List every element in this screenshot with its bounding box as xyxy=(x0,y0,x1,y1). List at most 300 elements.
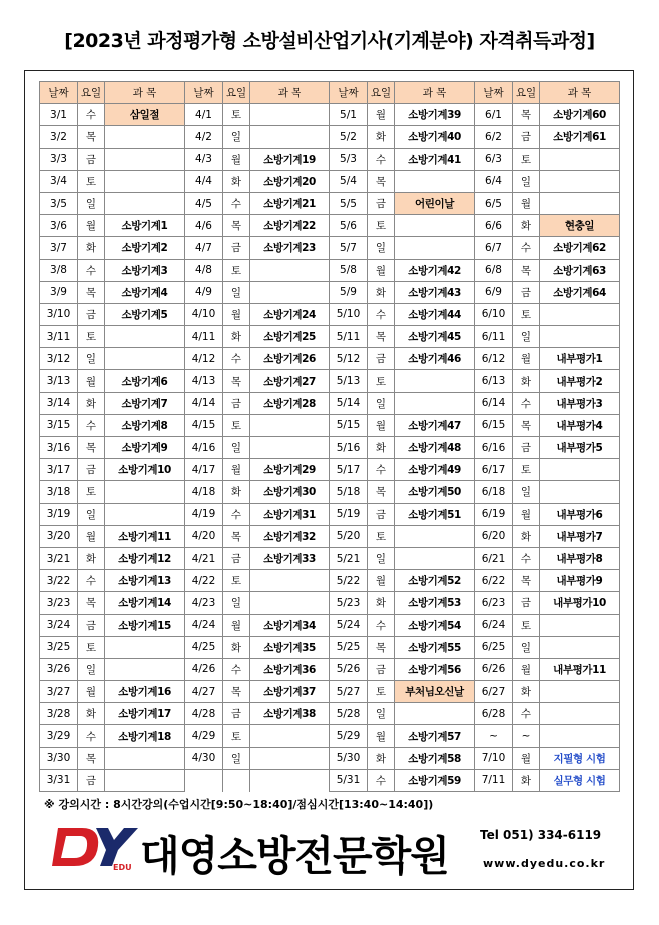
day-cell: 목 xyxy=(78,126,105,148)
date-cell: 6/8 xyxy=(475,259,513,281)
table-row xyxy=(40,104,620,126)
day-cell: 수 xyxy=(223,192,250,214)
subject-cell: 소방기계54 xyxy=(395,614,475,636)
date-cell: 5/10 xyxy=(330,303,368,325)
day-cell: 금 xyxy=(513,126,540,148)
day-cell: 일 xyxy=(513,170,540,192)
date-cell: 4/11 xyxy=(185,326,223,348)
day-cell: 화 xyxy=(368,126,395,148)
table-row xyxy=(40,547,620,569)
day-cell: 토 xyxy=(78,326,105,348)
table-row xyxy=(40,303,620,325)
subject-cell: 소방기계5 xyxy=(105,303,185,325)
date-cell: 4/28 xyxy=(185,703,223,725)
table-row xyxy=(40,747,620,769)
header-date: 날짜 xyxy=(330,82,368,104)
day-cell: 토 xyxy=(223,725,250,747)
day-cell: 월 xyxy=(223,148,250,170)
header-subject: 과 목 xyxy=(540,82,620,104)
subject-cell xyxy=(250,725,330,747)
day-cell: 금 xyxy=(368,503,395,525)
subject-cell xyxy=(540,725,620,747)
date-cell: 6/23 xyxy=(475,592,513,614)
day-cell: 일 xyxy=(223,437,250,459)
date-cell: 6/9 xyxy=(475,281,513,303)
day-cell: 목 xyxy=(78,592,105,614)
subject-cell: 소방기계10 xyxy=(105,459,185,481)
day-cell: 월 xyxy=(368,104,395,126)
subject-cell: 소방기계58 xyxy=(395,747,475,769)
day-cell: 목 xyxy=(368,326,395,348)
date-cell: 6/13 xyxy=(475,370,513,392)
phone-number: Tel 051) 334-6119 xyxy=(480,828,602,842)
subject-cell xyxy=(250,414,330,436)
subject-cell: 소방기계7 xyxy=(105,392,185,414)
day-cell: 토 xyxy=(223,104,250,126)
subject-cell xyxy=(250,104,330,126)
subject-cell xyxy=(540,481,620,503)
subject-cell xyxy=(105,503,185,525)
subject-cell: 내부평가3 xyxy=(540,392,620,414)
subject-cell: 내부평가11 xyxy=(540,658,620,680)
subject-cell xyxy=(250,259,330,281)
day-cell: 일 xyxy=(368,237,395,259)
subject-cell: 소방기계8 xyxy=(105,414,185,436)
subject-cell: 소방기계30 xyxy=(250,481,330,503)
date-cell: 6/12 xyxy=(475,348,513,370)
date-cell: 6/28 xyxy=(475,703,513,725)
table-row xyxy=(40,281,620,303)
header-day: 요일 xyxy=(78,82,105,104)
day-cell: 금 xyxy=(223,547,250,569)
day-cell: 화 xyxy=(513,769,540,791)
table-row xyxy=(40,459,620,481)
date-cell: 5/25 xyxy=(330,636,368,658)
day-cell: 월 xyxy=(78,215,105,237)
date-cell: 4/6 xyxy=(185,215,223,237)
date-cell: 3/15 xyxy=(40,414,78,436)
date-cell: 7/10 xyxy=(475,747,513,769)
subject-cell: 소방기계46 xyxy=(395,348,475,370)
subject-cell xyxy=(250,747,330,769)
day-cell: 목 xyxy=(223,370,250,392)
day-cell: 월 xyxy=(223,459,250,481)
date-cell: 5/4 xyxy=(330,170,368,192)
subject-cell: 어린이날 xyxy=(395,192,475,214)
day-cell: 수 xyxy=(513,392,540,414)
day-cell: 금 xyxy=(78,459,105,481)
subject-cell: 소방기계12 xyxy=(105,547,185,569)
day-cell: 목 xyxy=(513,414,540,436)
subject-cell xyxy=(105,658,185,680)
day-cell: 수 xyxy=(78,414,105,436)
day-cell: 수 xyxy=(223,503,250,525)
subject-cell: 소방기계44 xyxy=(395,303,475,325)
date-cell: 3/5 xyxy=(40,192,78,214)
date-cell: 5/18 xyxy=(330,481,368,503)
day-cell: 목 xyxy=(223,681,250,703)
date-cell: 4/21 xyxy=(185,547,223,569)
subject-cell xyxy=(105,170,185,192)
date-cell: 5/6 xyxy=(330,215,368,237)
date-cell: 6/14 xyxy=(475,392,513,414)
table-row xyxy=(40,681,620,703)
subject-cell: 소방기계64 xyxy=(540,281,620,303)
date-cell: 3/17 xyxy=(40,459,78,481)
date-cell: 5/26 xyxy=(330,658,368,680)
date-cell: 5/27 xyxy=(330,681,368,703)
day-cell: 일 xyxy=(78,192,105,214)
date-cell: 5/1 xyxy=(330,104,368,126)
subject-cell: 소방기계3 xyxy=(105,259,185,281)
table-row xyxy=(40,392,620,414)
subject-cell: 소방기계51 xyxy=(395,503,475,525)
date-cell: 3/22 xyxy=(40,570,78,592)
table-row xyxy=(40,170,620,192)
subject-cell xyxy=(395,392,475,414)
subject-cell xyxy=(395,547,475,569)
day-cell: 일 xyxy=(78,348,105,370)
day-cell: 화 xyxy=(368,747,395,769)
subject-cell: 소방기계62 xyxy=(540,237,620,259)
subject-cell: 소방기계39 xyxy=(395,104,475,126)
date-cell: 6/10 xyxy=(475,303,513,325)
date-cell: 5/20 xyxy=(330,525,368,547)
subject-cell: 삼일절 xyxy=(105,104,185,126)
day-cell: ~ xyxy=(513,725,540,747)
day-cell: 일 xyxy=(368,547,395,569)
date-cell: 6/20 xyxy=(475,525,513,547)
table-row xyxy=(40,703,620,725)
date-cell: 3/23 xyxy=(40,592,78,614)
table-row xyxy=(40,215,620,237)
day-cell: 화 xyxy=(368,437,395,459)
day-cell: 화 xyxy=(223,636,250,658)
day-cell: 금 xyxy=(223,237,250,259)
day-cell: 목 xyxy=(368,481,395,503)
day-cell: 수 xyxy=(513,703,540,725)
date-cell: 5/5 xyxy=(330,192,368,214)
date-cell: 5/16 xyxy=(330,437,368,459)
subject-cell: 지필형 시험 xyxy=(540,747,620,769)
day-cell: 목 xyxy=(513,259,540,281)
date-cell: 4/22 xyxy=(185,570,223,592)
date-cell: 4/18 xyxy=(185,481,223,503)
subject-cell xyxy=(105,481,185,503)
empty-cell xyxy=(250,769,330,791)
date-cell: 4/2 xyxy=(185,126,223,148)
day-cell: 월 xyxy=(513,747,540,769)
date-cell: 4/23 xyxy=(185,592,223,614)
subject-cell: 소방기계52 xyxy=(395,570,475,592)
day-cell: 일 xyxy=(513,636,540,658)
day-cell: 일 xyxy=(78,503,105,525)
subject-cell: 소방기계35 xyxy=(250,636,330,658)
page-title: [2023년 과정평가형 소방설비산업기사(기계분야) 자격취득과정] xyxy=(64,30,595,52)
subject-cell xyxy=(540,459,620,481)
date-cell: 4/14 xyxy=(185,392,223,414)
day-cell: 수 xyxy=(368,148,395,170)
header-day: 요일 xyxy=(368,82,395,104)
date-cell: 3/2 xyxy=(40,126,78,148)
date-cell: 7/11 xyxy=(475,769,513,791)
subject-cell: 소방기계11 xyxy=(105,525,185,547)
day-cell: 금 xyxy=(513,437,540,459)
day-cell: 토 xyxy=(368,370,395,392)
day-cell: 토 xyxy=(368,215,395,237)
date-cell: 3/30 xyxy=(40,747,78,769)
subject-cell: 소방기계37 xyxy=(250,681,330,703)
subject-cell xyxy=(105,192,185,214)
date-cell: 4/4 xyxy=(185,170,223,192)
date-cell: 3/9 xyxy=(40,281,78,303)
day-cell: 수 xyxy=(368,459,395,481)
subject-cell: 소방기계4 xyxy=(105,281,185,303)
date-cell: 4/16 xyxy=(185,437,223,459)
subject-cell: 소방기계36 xyxy=(250,658,330,680)
date-cell: 6/1 xyxy=(475,104,513,126)
header-date: 날짜 xyxy=(185,82,223,104)
subject-cell: 소방기계16 xyxy=(105,681,185,703)
day-cell: 수 xyxy=(368,614,395,636)
date-cell: 5/13 xyxy=(330,370,368,392)
date-cell: 5/24 xyxy=(330,614,368,636)
header-subject: 과 목 xyxy=(395,82,475,104)
date-cell: 6/22 xyxy=(475,570,513,592)
day-cell: 수 xyxy=(513,237,540,259)
date-cell: 4/24 xyxy=(185,614,223,636)
date-cell: 5/9 xyxy=(330,281,368,303)
day-cell: 월 xyxy=(513,348,540,370)
subject-cell: 소방기계48 xyxy=(395,437,475,459)
date-cell: 4/15 xyxy=(185,414,223,436)
date-cell: 3/29 xyxy=(40,725,78,747)
subject-cell xyxy=(105,747,185,769)
day-cell: 목 xyxy=(368,636,395,658)
date-cell: 3/13 xyxy=(40,370,78,392)
date-cell: 5/22 xyxy=(330,570,368,592)
academy-name: 대영소방전문학원 xyxy=(140,832,449,880)
date-cell: 4/13 xyxy=(185,370,223,392)
date-cell: 6/27 xyxy=(475,681,513,703)
date-cell: 5/7 xyxy=(330,237,368,259)
day-cell: 화 xyxy=(223,170,250,192)
subject-cell: 소방기계21 xyxy=(250,192,330,214)
subject-cell xyxy=(395,237,475,259)
table-row xyxy=(40,769,620,791)
subject-cell: 소방기계38 xyxy=(250,703,330,725)
subject-cell xyxy=(395,170,475,192)
date-cell: 5/21 xyxy=(330,547,368,569)
date-cell: 3/18 xyxy=(40,481,78,503)
header-date: 날짜 xyxy=(40,82,78,104)
day-cell: 금 xyxy=(368,658,395,680)
date-cell: 4/27 xyxy=(185,681,223,703)
subject-cell xyxy=(540,681,620,703)
date-cell: 6/11 xyxy=(475,326,513,348)
lecture-time-note: ※ 강의시간 : 8시간강의(수업시간[9:50~18:40]/점심시간[13:40~14:40]) xyxy=(44,798,434,811)
table-row xyxy=(40,126,620,148)
date-cell: 6/3 xyxy=(475,148,513,170)
day-cell: 일 xyxy=(223,126,250,148)
logo-edu-text: EDU xyxy=(113,863,132,872)
date-cell: 4/20 xyxy=(185,525,223,547)
date-cell: 4/5 xyxy=(185,192,223,214)
subject-cell: 소방기계2 xyxy=(105,237,185,259)
subject-cell: 내부평가2 xyxy=(540,370,620,392)
day-cell: 수 xyxy=(223,658,250,680)
subject-cell xyxy=(105,326,185,348)
subject-cell xyxy=(105,769,185,791)
date-cell: 4/17 xyxy=(185,459,223,481)
day-cell: 일 xyxy=(78,658,105,680)
day-cell: 월 xyxy=(368,259,395,281)
table-row xyxy=(40,503,620,525)
subject-cell: 현충일 xyxy=(540,215,620,237)
date-cell: 3/7 xyxy=(40,237,78,259)
day-cell: 일 xyxy=(223,281,250,303)
subject-cell: 소방기계60 xyxy=(540,104,620,126)
date-cell: 6/16 xyxy=(475,437,513,459)
day-cell: 수 xyxy=(78,104,105,126)
subject-cell: 소방기계47 xyxy=(395,414,475,436)
date-cell: 5/11 xyxy=(330,326,368,348)
subject-cell: 소방기계43 xyxy=(395,281,475,303)
date-cell: 3/20 xyxy=(40,525,78,547)
table-row xyxy=(40,370,620,392)
date-cell: 3/31 xyxy=(40,769,78,791)
subject-cell: 소방기계6 xyxy=(105,370,185,392)
day-cell: 월 xyxy=(513,192,540,214)
day-cell: 일 xyxy=(223,592,250,614)
day-cell: 금 xyxy=(368,348,395,370)
day-cell: 화 xyxy=(78,547,105,569)
day-cell: 수 xyxy=(78,725,105,747)
header-date: 날짜 xyxy=(475,82,513,104)
day-cell: 화 xyxy=(223,481,250,503)
table-row xyxy=(40,481,620,503)
day-cell: 금 xyxy=(368,192,395,214)
date-cell: 5/19 xyxy=(330,503,368,525)
day-cell: 목 xyxy=(223,215,250,237)
subject-cell: 내부평가5 xyxy=(540,437,620,459)
date-cell: 4/26 xyxy=(185,658,223,680)
date-cell: 3/19 xyxy=(40,503,78,525)
date-cell: 5/31 xyxy=(330,769,368,791)
date-cell: 3/11 xyxy=(40,326,78,348)
day-cell: 금 xyxy=(223,392,250,414)
day-cell: 화 xyxy=(78,392,105,414)
day-cell: 수 xyxy=(223,348,250,370)
table-row xyxy=(40,348,620,370)
subject-cell: 소방기계63 xyxy=(540,259,620,281)
day-cell: 화 xyxy=(368,281,395,303)
table-row xyxy=(40,148,620,170)
date-cell: 4/30 xyxy=(185,747,223,769)
table-row xyxy=(40,237,620,259)
date-cell: 6/2 xyxy=(475,126,513,148)
day-cell: 수 xyxy=(78,259,105,281)
table-row xyxy=(40,636,620,658)
day-cell: 월 xyxy=(368,725,395,747)
subject-cell xyxy=(250,281,330,303)
subject-cell: 소방기계45 xyxy=(395,326,475,348)
subject-cell: 소방기계57 xyxy=(395,725,475,747)
day-cell: 토 xyxy=(223,570,250,592)
subject-cell xyxy=(540,326,620,348)
date-cell: 5/28 xyxy=(330,703,368,725)
day-cell: 수 xyxy=(368,303,395,325)
subject-cell: 소방기계1 xyxy=(105,215,185,237)
subject-cell: 소방기계13 xyxy=(105,570,185,592)
day-cell: 토 xyxy=(368,681,395,703)
date-cell: 3/27 xyxy=(40,681,78,703)
day-cell: 월 xyxy=(223,614,250,636)
date-cell: 3/3 xyxy=(40,148,78,170)
subject-cell: 내부평가10 xyxy=(540,592,620,614)
website-link[interactable]: www.dyedu.co.kr xyxy=(483,857,606,870)
date-cell: 6/7 xyxy=(475,237,513,259)
table-row xyxy=(40,570,620,592)
subject-cell: 소방기계49 xyxy=(395,459,475,481)
day-cell: 금 xyxy=(223,703,250,725)
date-cell: 6/24 xyxy=(475,614,513,636)
day-cell: 일 xyxy=(513,481,540,503)
subject-cell: 소방기계34 xyxy=(250,614,330,636)
subject-cell: 소방기계61 xyxy=(540,126,620,148)
day-cell: 월 xyxy=(223,303,250,325)
table-row xyxy=(40,614,620,636)
date-cell: 3/8 xyxy=(40,259,78,281)
day-cell: 수 xyxy=(368,769,395,791)
day-cell: 화 xyxy=(223,326,250,348)
empty-cell xyxy=(223,769,250,791)
day-cell: 화 xyxy=(368,592,395,614)
day-cell: 금 xyxy=(78,614,105,636)
date-cell: 6/6 xyxy=(475,215,513,237)
date-cell: 4/9 xyxy=(185,281,223,303)
day-cell: 토 xyxy=(513,148,540,170)
day-cell: 목 xyxy=(223,525,250,547)
date-cell: 3/24 xyxy=(40,614,78,636)
date-cell: 6/5 xyxy=(475,192,513,214)
subject-cell xyxy=(105,148,185,170)
day-cell: 금 xyxy=(513,281,540,303)
subject-cell: 소방기계53 xyxy=(395,592,475,614)
day-cell: 목 xyxy=(78,281,105,303)
day-cell: 금 xyxy=(78,303,105,325)
day-cell: 월 xyxy=(513,658,540,680)
date-cell: 5/12 xyxy=(330,348,368,370)
subject-cell: 소방기계22 xyxy=(250,215,330,237)
day-cell: 화 xyxy=(78,703,105,725)
date-cell: 3/14 xyxy=(40,392,78,414)
day-cell: 월 xyxy=(78,681,105,703)
header-subject: 과 목 xyxy=(250,82,330,104)
table-header-row xyxy=(40,82,620,104)
subject-cell: 소방기계31 xyxy=(250,503,330,525)
date-cell: 6/19 xyxy=(475,503,513,525)
date-cell: 3/25 xyxy=(40,636,78,658)
day-cell: 토 xyxy=(78,170,105,192)
day-cell: 목 xyxy=(513,104,540,126)
date-cell: 4/10 xyxy=(185,303,223,325)
subject-cell xyxy=(250,126,330,148)
day-cell: 일 xyxy=(368,392,395,414)
date-cell: 3/1 xyxy=(40,104,78,126)
day-cell: 목 xyxy=(368,170,395,192)
subject-cell: 내부평가6 xyxy=(540,503,620,525)
